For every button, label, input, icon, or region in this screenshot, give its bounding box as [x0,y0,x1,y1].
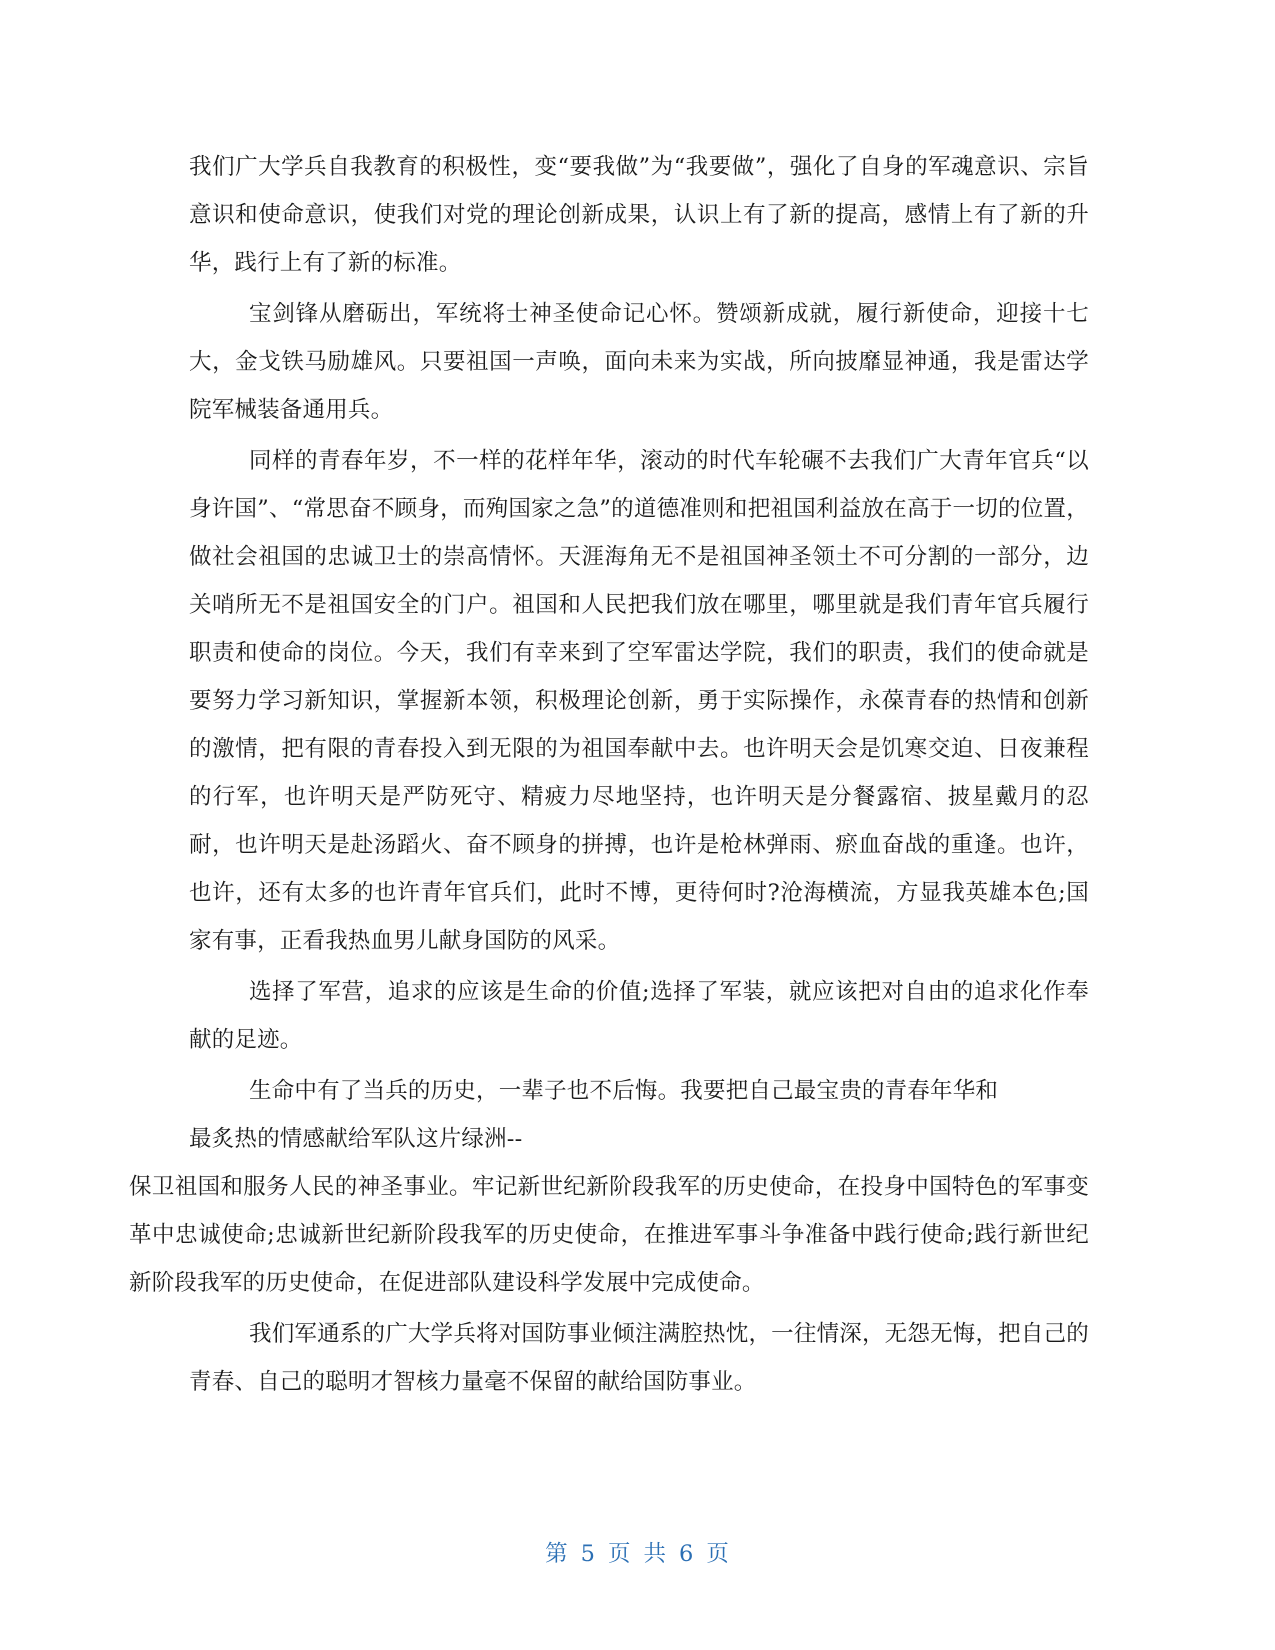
paragraph-line: 保卫祖国和服务人民的神圣事业。牢记新世纪新阶段我军的历史使命，在投身中国特色的军事变革中忠诚使命;忠诚新世纪新阶段我军的历史使命，在推进军事斗争准备中践行使命;践行新世纪新阶段我军的历史使命，在促进部队建设科学发展中完成使命。 [129,1174,1089,1296]
footer-total-pages: 6 [679,1541,695,1567]
footer-page-word: 页 [607,1541,632,1567]
footer-total-word: 共 [643,1541,668,1567]
paragraph-line: 生命中有了当兵的历史，一辈子也不后悔。我要把自己最宝贵的青春年华和 [249,1078,999,1104]
document-body [129,143,1089,1409]
footer-current-page: 5 [580,1541,596,1567]
paragraph [129,1067,1089,1307]
paragraph: 我们广大学兵自我教育的积极性，变“要我做”为“我要做”，强化了自身的军魂意识、宗旨意识和使命意识，使我们对党的理论创新成果，认识上有了新的提高，感情上有了新的升华，践行上有了新的标准。 [189,154,1089,276]
paragraph: 选择了军营，追求的应该是生命的价值;选择了军装，就应该把对自由的追求化作奉献的足迹。 [189,979,1089,1053]
paragraph: 同样的青春年岁，不一样的花样年华，滚动的时代车轮碾不去我们广大青年官兵“以身许国”、“常思奋不顾身，而殉国家之急”的道德准则和把祖国利益放在高于一切的位置，做社会祖国的忠诚卫士的崇高情怀。天涯海角无不是祖国神圣领土不可分割的一部分，边关哨所无不是祖国安全的门户。祖国和人民把我们放在哪里，哪里就是我们青年官兵履行职责和使命的岗位。今天，我们有幸来到了空军雷达学院，我们的职责，我们的使命就是要努力学习新知识，掌握新本领，积极理论创新，勇于实际操作，永葆青春的热情和创新的激情，把有限的青春投入到无限的为祖国奉献中去。也许明天会是饥寒交迫、日夜兼程的行军，也许明天是严防死守、精疲力尽地坚持，也许明天是分餐露宿、披星戴月的忍耐，也许明天是赴汤蹈火、奋不顾身的拼搏，也许是枪林弹雨、瘀血奋战的重逢。也许，也许，还有太多的也许青年官兵们，此时不博，更待何时?沧海横流，方显我英雄本色;国家有事，正看我热血男儿献身国防的风采。 [189,448,1089,954]
footer-prefix: 第 [545,1541,569,1567]
paragraph-line: 最炙热的情感献给军队这片绿洲-- [189,1126,523,1152]
paragraph: 宝剑锋从磨砺出，军统将士神圣使命记心怀。赞颂新成就，履行新使命，迎接十七大，金戈铁马励雄风。只要祖国一声唤，面向未来为实战，所向披靡显神通，我是雷达学院军械装备通用兵。 [189,301,1089,423]
paragraph: 我们军通系的广大学兵将对国防事业倾注满腔热忱，一往情深，无怨无悔，把自己的青春、自己的聪明才智核力量毫不保留的献给国防事业。 [189,1321,1089,1395]
page-footer [0,1536,1275,1568]
footer-page-end: 页 [706,1541,730,1567]
